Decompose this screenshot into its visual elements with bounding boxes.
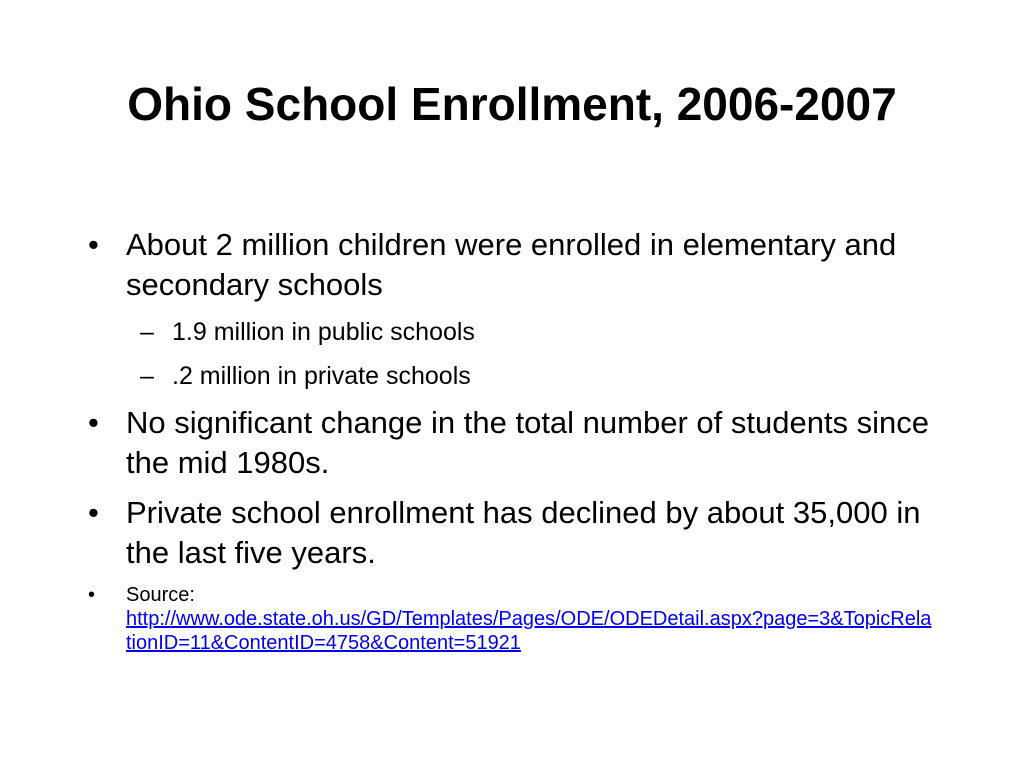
- bullet-marker: •: [88, 227, 99, 262]
- sub-bullet-item: [88, 315, 948, 349]
- bullet-marker: •: [88, 495, 99, 530]
- sub-bullet-text: .2 million in private schools: [172, 362, 471, 390]
- sub-bullet-text: 1.9 million in public schools: [172, 318, 475, 346]
- bullet-text: About 2 million children were enrolled in elementary and secondary schools: [126, 227, 897, 302]
- slide-title: Ohio School Enrollment, 2006-2007: [127, 78, 897, 130]
- slide-content: [88, 225, 948, 655]
- sub-bullet-marker: –: [140, 362, 154, 390]
- source-item: [88, 583, 948, 655]
- source-link[interactable]: http://www.ode.state.oh.us/GD/Templates/Pages/ODE/ODEDetail.aspx?page=3&TopicRelationID=11&ContentID=4758&Content=51921: [126, 608, 932, 654]
- bullet-text: Private school enrollment has declined by about 35,000 in the last five years.: [126, 495, 921, 570]
- source-label: Source:: [126, 584, 195, 606]
- bullet-marker: •: [88, 405, 99, 440]
- sub-bullet-marker: –: [140, 318, 154, 346]
- bullet-item: [88, 225, 948, 305]
- source-marker: •: [88, 584, 96, 606]
- sub-bullet-item: [88, 359, 948, 393]
- bullet-item: [88, 493, 948, 573]
- bullet-item: [88, 403, 948, 483]
- bullet-text: No significant change in the total number of students since the mid 1980s.: [126, 405, 930, 480]
